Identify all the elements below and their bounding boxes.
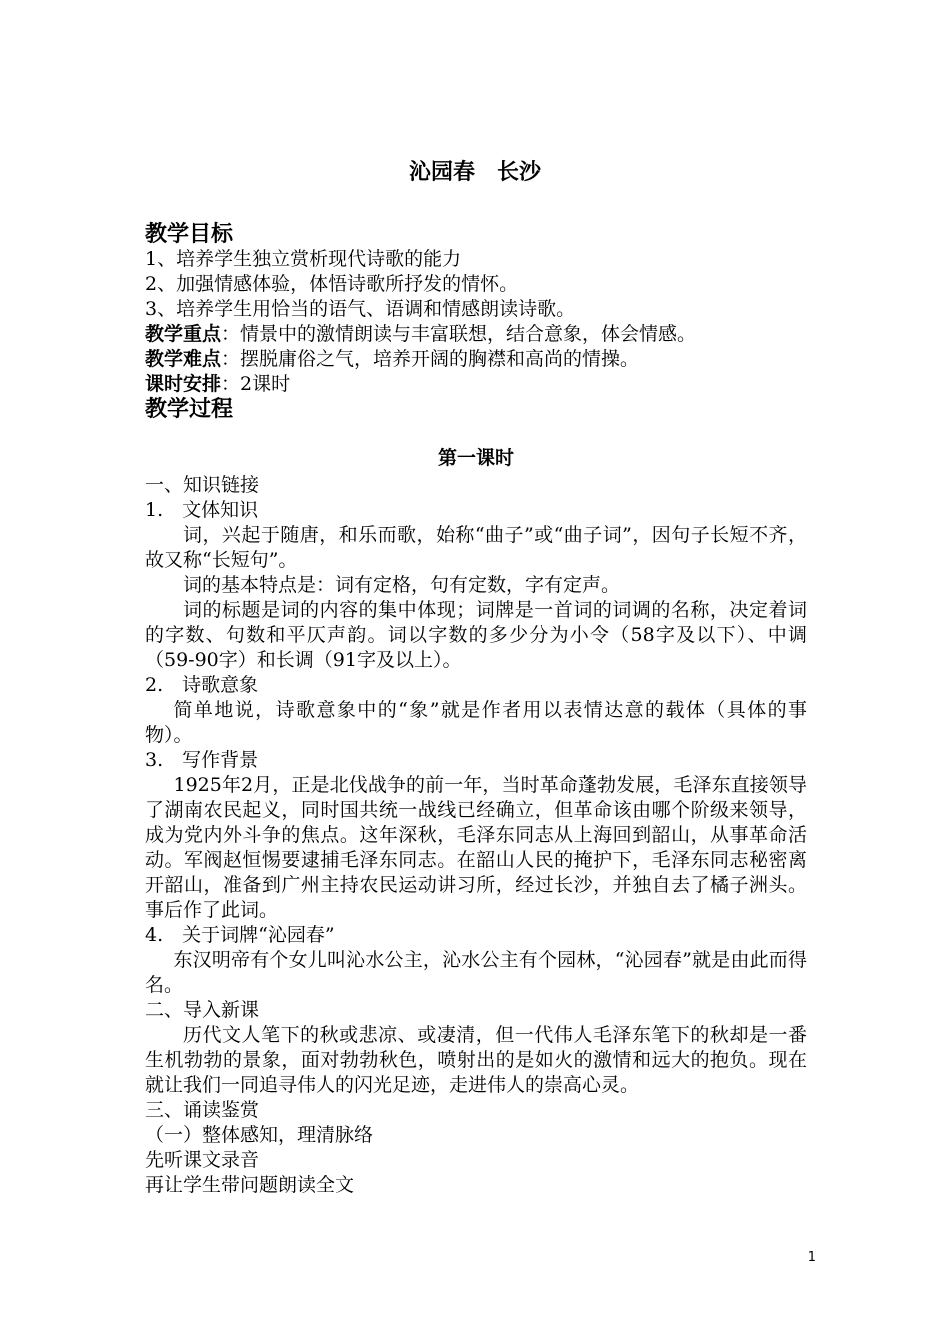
key-point-label: 教学重点	[145, 323, 222, 345]
process-heading: 教学过程	[145, 397, 234, 422]
subsection-heading: 1. 文体知识	[145, 499, 259, 521]
page-number: 1	[807, 1250, 816, 1265]
paragraph: 词，兴起于随唐，和乐而歌，始称“曲子”或“曲子词”，因句子长短不齐，故又称“长短句”。	[145, 524, 807, 571]
schedule-label: 课时安排	[145, 373, 222, 395]
goal-item: 3、培养学生用恰当的语气、语调和情感朗读诗歌。	[145, 298, 576, 320]
paragraph: 简单地说，诗歌意象中的“象”就是作者用以表情达意的载体（具体的事物）。	[145, 699, 807, 746]
subsection-heading: 4. 关于词牌“沁园春”	[145, 924, 335, 946]
paragraph: 东汉明帝有个女儿叫沁水公主，沁水公主有个园林，“沁园春”就是由此而得名。	[145, 949, 807, 996]
goals-heading: 教学目标	[145, 222, 234, 247]
key-point-text: ：情景中的激情朗读与丰富联想，结合意象，体会情感。	[221, 323, 697, 345]
key-point-line	[145, 322, 807, 347]
paragraph: 词的标题是词的内容的集中体现；词牌是一首词的词调的名称，决定着词的字数、句数和平仄声韵。词以字数的多少分为小令（58字及以下）、中调（59-90字）和长调（91字及以上）。	[145, 599, 807, 671]
subsection-heading: 2. 诗歌意象	[145, 674, 259, 696]
text-line: 先听课文录音	[145, 1149, 260, 1171]
goal-item: 2、加强情感体验，体悟诗歌所抒发的情怀。	[145, 273, 519, 295]
section-heading: 一、知识链接	[145, 474, 260, 496]
section-heading: 二、导入新课	[145, 999, 260, 1021]
lesson-heading: 第一课时	[437, 447, 514, 469]
document-body	[145, 222, 807, 1198]
subsection-heading: 3. 写作背景	[145, 749, 259, 771]
paragraph: 1925年2月，正是北伐战争的前一年，当时革命蓬勃发展，毛泽东直接领导了湖南农民起义，同时国共统一战线已经确立，但革命该由哪个阶级来领导，成为党内外斗争的焦点。这年深秋，毛泽东同志从上海回到韶山，从事革命活动。军阀赵恒惕要逮捕毛泽东同志。在韶山人民的掩护下，毛泽东同志秘密离开韶山，准备到广州主持农民运动讲习所，经过长沙，并独自去了橘子洲头。事后作了此词。	[145, 774, 807, 921]
difficulty-label: 教学难点	[145, 348, 222, 370]
goal-item: 1、培养学生独立赏析现代诗歌的能力	[145, 248, 462, 270]
schedule-text: ：2课时	[221, 373, 291, 395]
paragraph: 词的基本特点是：词有定格，句有定数，字有定声。	[183, 574, 621, 596]
difficulty-line	[145, 347, 807, 372]
text-line: 再让学生带问题朗读全文	[145, 1174, 355, 1196]
difficulty-text: ：摆脱庸俗之气，培养开阔的胸襟和高尚的情操。	[221, 348, 640, 370]
schedule-line	[145, 372, 807, 397]
section-heading: 三、诵读鉴赏	[145, 1099, 260, 1121]
document-title: 沁园春 长沙	[408, 160, 541, 185]
subsection-heading: （一）整体感知，理清脉络	[145, 1124, 374, 1146]
paragraph: 历代文人笔下的秋或悲凉、或凄清，但一代伟人毛泽东笔下的秋却是一番生机勃勃的景象，面对勃勃秋色，喷射出的是如火的激情和远大的抱负。现在就让我们一同追寻伟人的闪光足迹，走进伟人的崇高心灵。	[145, 1024, 807, 1096]
